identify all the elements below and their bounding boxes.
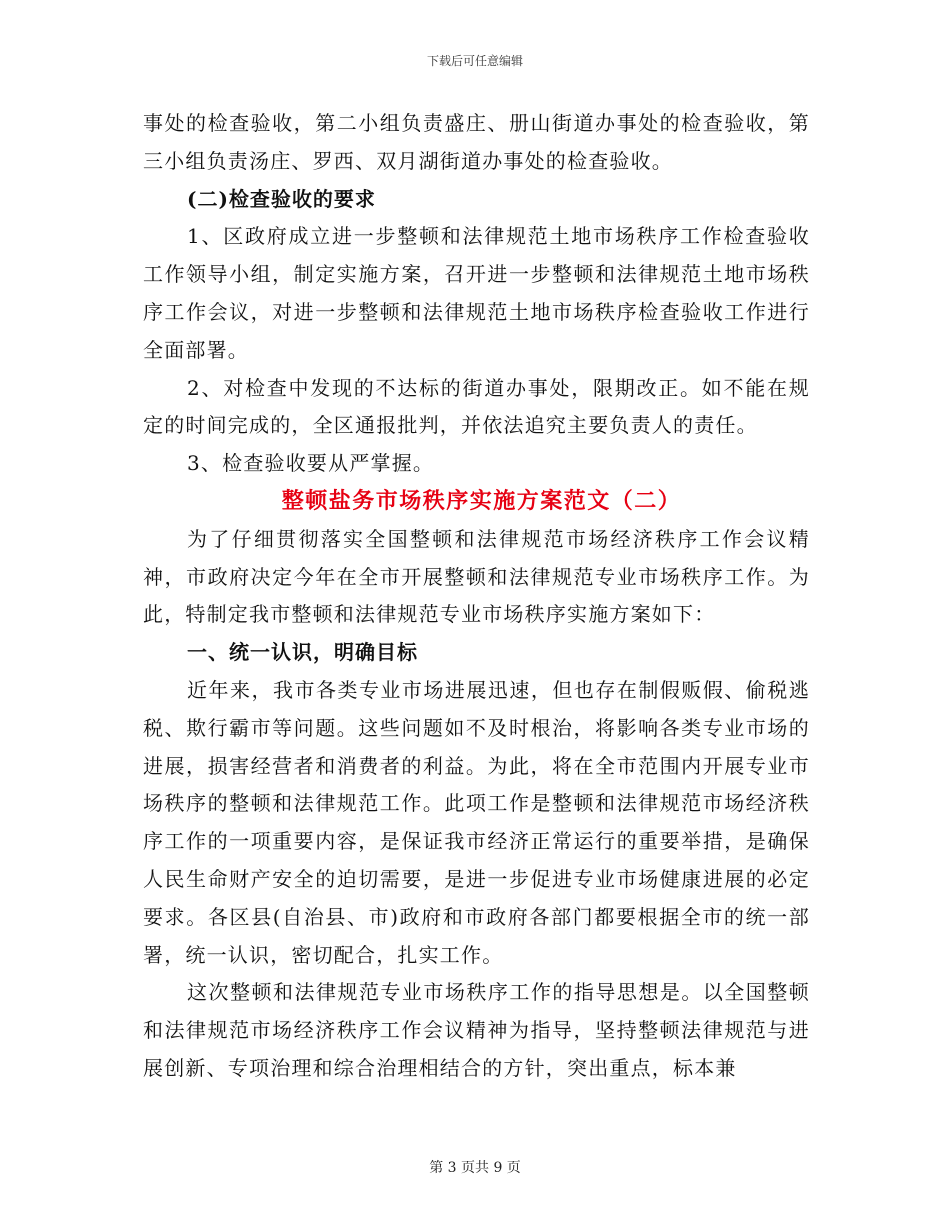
page-number: 第 3 页共 9 页 [429,1160,521,1176]
page-header: 下载后可任意编辑 [426,54,523,68]
document-title-2: 整顿盐务市场秩序实施方案范文（二） [281,487,682,514]
paragraph-background: 近年来，我市各类专业市场进展迅速，但也存在制假贩假、偷税逃税、欺行霸市等问题。这些问题如不及时根治，将影响各类专业市场的进展，损害经营者和消费者的利益。为此，将在全市范围内开展专业市场秩序的整顿和法律规范工作。此项工作是整顿和法律规范市场经济秩序工作的一项重要内容，是保证我市经济正常运行的重要举措，是确保人民生命财产安全的迫切需要，是进一步促进专业市场健康进展的必定要求。各区县(自治县、市)政府和市政府各部门都要根据全市的统一部署，统一认识，密切配合，扎实工作。 [143,677,810,967]
document-body [143,105,810,1088]
section-heading-unify: 一、统一认识，明确目标 [187,640,418,665]
paragraph-guiding-idea: 这次整顿和法律规范专业市场秩序工作的指导思想是。以全国整顿和法律规范市场经济秩序工作会议精神为指导，坚持整顿法律规范与进展创新、专项治理和综合治理相结合的方针，突出重点，标本兼 [143,980,810,1080]
paragraph-item-3: 3、检查验收要从严掌握。 [187,451,435,476]
paragraph-item-2: 2、对检查中发现的不达标的街道办事处，限期改正。如不能在规定的时间完成的，全区通报批判，并依法追究主要负责人的责任。 [143,375,810,438]
section-heading-requirements: (二)检查验收的要求 [187,186,376,211]
paragraph-item-1: 1、区政府成立进一步整顿和法律规范土地市场秩序工作检查验收工作领导小组，制定实施方案，召开进一步整顿和法律规范土地市场秩序工作会议，对进一步整顿和法律规范土地市场秩序检查验收工作进行全面部署。 [143,224,810,362]
paragraph-inspection-groups: 事处的检查验收，第二小组负责盛庄、册山街道办事处的检查验收，第三小组负责汤庄、罗西、双月湖街道办事处的检查验收。 [143,111,810,173]
paragraph-intro: 为了仔细贯彻落实全国整顿和法律规范市场经济秩序工作会议精神，市政府决定今年在全市开展整顿和法律规范专业市场秩序工作。为此，特制定我市整顿和法律规范专业市场秩序实施方案如下： [143,526,810,627]
